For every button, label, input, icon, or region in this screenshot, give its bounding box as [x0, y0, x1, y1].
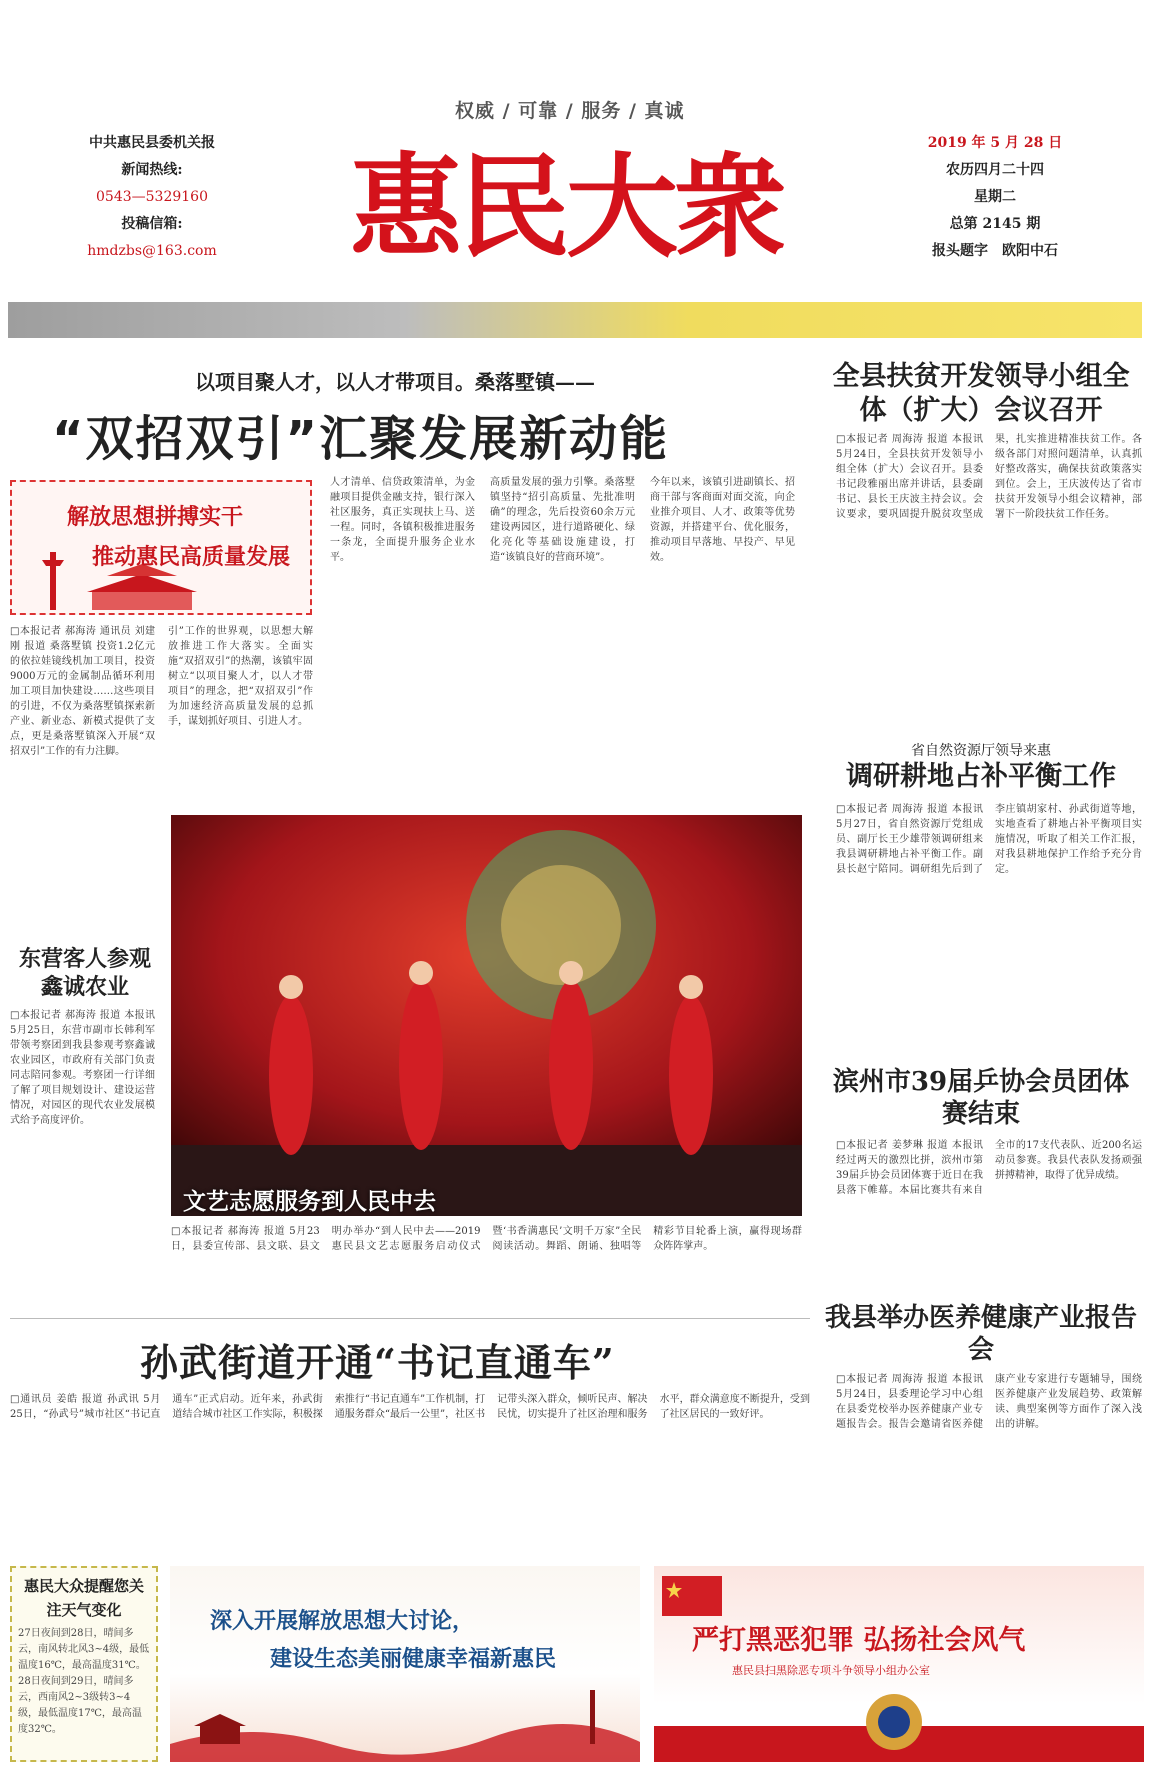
lead-column-5: 今年以来，该镇引进副镇长、招商干部与客商面对面交流，向企业推介项目、人才、政策等优势资源，并搭建平台、优化服务，推动项目早落地、早投产、早见效。 [650, 477, 795, 563]
hotline-label: 新闻热线: [121, 162, 183, 178]
land-subtitle: 省自然资源厅领导来惠 [911, 743, 1051, 759]
ad-left-line-2: 建设生态美丽健康幸福新惠民 [270, 1646, 557, 1672]
police-emblem-icon [654, 1686, 1144, 1762]
flag-icon [662, 1576, 722, 1616]
lead-column-1: □本报记者 郝海涛 通讯员 刘建刚 报道 桑落墅镇 投资1.2亿元的依拉娃镜线机加工项目，投资9000万元的金属制品循环利用加工项目加快建设……这些项目的引进，不仅为桑落墅镇探索新产业、新业态、新模式提供了支点，更是桑落墅镇深入开展“双招双引”工作的有力注脚。 [10, 626, 155, 757]
visit-body: □本报记者 郝海涛 报道 本报讯 5月25日，东营市副市长韩利军带领考察团到我县参观考察鑫诚农业园区，市政府有关部门负责同志陪同参观。考察团一行详细了解了项目规划设计、建设运营情况，对园区的现代农业发展模式给予高度评价。 [10, 1010, 155, 1126]
logo-text: 惠民大衆 [350, 142, 782, 273]
logo-inscription: 报头题字 欧阳中石 [932, 243, 1058, 259]
street-headline[interactable]: 孙武街道开通“书记直通车” [140, 1340, 615, 1385]
masthead-right-info [920, 130, 1070, 265]
masthead-divider-bar [8, 302, 1142, 338]
land-headline[interactable]: 调研耕地占补平衡工作 [846, 761, 1116, 792]
lead-kicker: 以项目聚人才，以人才带项目。桑落墅镇—— [195, 370, 595, 394]
health-headline[interactable]: 我县举办医养健康产业报告会 [824, 1303, 1137, 1365]
hotline-number: 0543—5329160 [96, 189, 208, 205]
propaganda-ad-left [170, 1566, 640, 1762]
weather-box [10, 1566, 158, 1762]
land-body: □本报记者 周海涛 报道 本报讯 5月27日，省自然资源厅党组成员、副厅长王少雄带领调研组来我县调研耕地占补平衡工作。副县长赵宁陪同。调研组先后到了李庄镇胡家村、孙武街道等地，实地查看了耕地占补平衡项目实施情况，听取了相关工作汇报，对我县耕地保护工作给予充分肯定。 [836, 804, 1142, 875]
masthead-left-info [72, 130, 232, 265]
section-divider [10, 1318, 810, 1319]
health-body: □本报记者 周海涛 报道 本报讯 5月24日，县委理论学习中心组在县委党校举办医养健康产业专题报告会。报告会邀请省医养健康产业专家进行专题辅导，围绕医养健康产业发展趋势、政策解读、典型案例等方面作了深入浅出的讲解。 [836, 1374, 1142, 1430]
weather-title: 惠民大众提醒您关注天气变化 [23, 1577, 144, 1619]
org-name: 中共惠民县委机关报 [89, 135, 215, 151]
issue-date: 2019 年 5 月 28 日 [927, 135, 1063, 151]
banner-line-1: 解放思想拼搏实干 [67, 504, 244, 530]
poverty-headline[interactable]: 全县扶贫开发领导小组全体（扩大）会议召开 [832, 361, 1130, 426]
lead-headline[interactable]: “双招双引”汇聚发展新动能 [52, 411, 670, 467]
weekday: 星期二 [974, 189, 1016, 205]
slogan: 权威 / 可靠 / 服务 / 真诚 [455, 100, 685, 122]
lead-column-2: 引”工作的世界观，以思想大解放推进工作大落实。全面实施“双招双引”的热潮，该镇牢固树立“以项目聚人才，以人才带项目”的理念，把“双招双引”作为加速经济高质量发展的总抓手，谋划抓好项目、引进人才。 [168, 626, 313, 727]
pingpong-body: □本报记者 姜梦琳 报道 本报讯 经过两天的激烈比拼，滨州市第39届乒协会员团体赛于近日在我县落下帷幕。本届比赛共有来自全市的17支代表队、近200名运动员参赛。我县代表队发扬顽强拼搏精神，取得了优异成绩。 [836, 1140, 1142, 1196]
email-label: 投稿信箱: [121, 216, 183, 232]
propaganda-ad-right [654, 1566, 1144, 1762]
poverty-body: □本报记者 周海涛 报道 本报讯 5月24日，全县扶贫开发领导小组全体（扩大）会议召开。县委书记段雅丽出席并讲话，县委副书记、县长王庆波主持会议。会议要求，要巩固提升脱贫攻坚成果，扎实推进精准扶贫工作。各级各部门对照问题清单，认真抓好整改落实，确保扶贫政策落实到位。会上，王庆波传达了省市扶贫开发领导小组会议精神，部署下一阶段扶贫工作任务。 [836, 434, 1142, 520]
lead-column-3: 人才清单、信贷政策清单，为金融项目提供金融支持，银行深入社区服务，真正实现扶上马、送一程。同时，各镇积极推进服务一条龙，全面提升服务企业水平。 [330, 477, 475, 563]
newspaper-logo [350, 128, 820, 278]
street-body: □通讯员 姜皓 报道 孙武讯 5月25日，“孙武号”城市社区“书记直通车”正式启动。近年来，孙武街道结合城市社区工作实际，积极探索推行“书记直通车”工作机制，打通服务群众“最后一公里”，社区书记带头深入群众，倾听民声、解决民忧，切实提升了社区治理和服务水平，群众满意度不断提升，受到了社区居民的一致好评。 [10, 1394, 810, 1420]
email-address[interactable]: hmdzbs@163.com [87, 243, 217, 259]
slogan-banner [10, 480, 312, 615]
lunar-date: 农历四月二十四 [946, 162, 1044, 178]
weather-body: 27日夜间到28日，晴间多云，南风转北风3~4级，最低温度16℃，最高温度31℃。28日夜间到29日，晴间多云，西南风2~3级转3~4级，最低温度17℃，最高温度32℃。 [18, 1628, 150, 1735]
landmark-illustration-icon [170, 1686, 640, 1762]
ad-right-line-1: 严打黑恶犯罪 弘扬社会风气 [692, 1625, 1026, 1656]
photo-story-body: □本报记者 郝海涛 报道 5月23日，县委宣传部、县文联、县文明办举办“到人民中去——2019惠民县文艺志愿服务启动仪式暨‘书香满惠民’文明千万家”全民阅读活动。舞蹈、朗诵、独唱等精彩节目轮番上演，赢得现场群众阵阵掌声。 [171, 1226, 802, 1252]
visit-headline[interactable]: 东营客人参观鑫诚农业 [18, 946, 151, 1000]
photo-caption: 文艺志愿服务到人民中去 [183, 1188, 436, 1215]
performance-photo [171, 815, 802, 1216]
lead-column-4: 高质量发展的强力引擎。桑落墅镇坚持“招引高质量、先批准明确”的理念，先后投资60余万元建设两园区，进行道路硬化、绿化亮化等基础设施建设，打造“该镇良好的营商环境”。 [490, 477, 635, 563]
ad-right-line-2: 惠民县扫黑除恶专项斗争领导小组办公室 [732, 1664, 930, 1677]
pingpong-headline[interactable]: 滨州市39届乒协会员团体赛结束 [832, 1067, 1130, 1129]
dancers-stage-image [171, 815, 802, 1216]
issue-number: 总第 2145 期 [949, 216, 1041, 232]
ad-left-line-1: 深入开展解放思想大讨论， [210, 1608, 475, 1634]
banner-line-2: 推动惠民高质量发展 [92, 544, 291, 570]
